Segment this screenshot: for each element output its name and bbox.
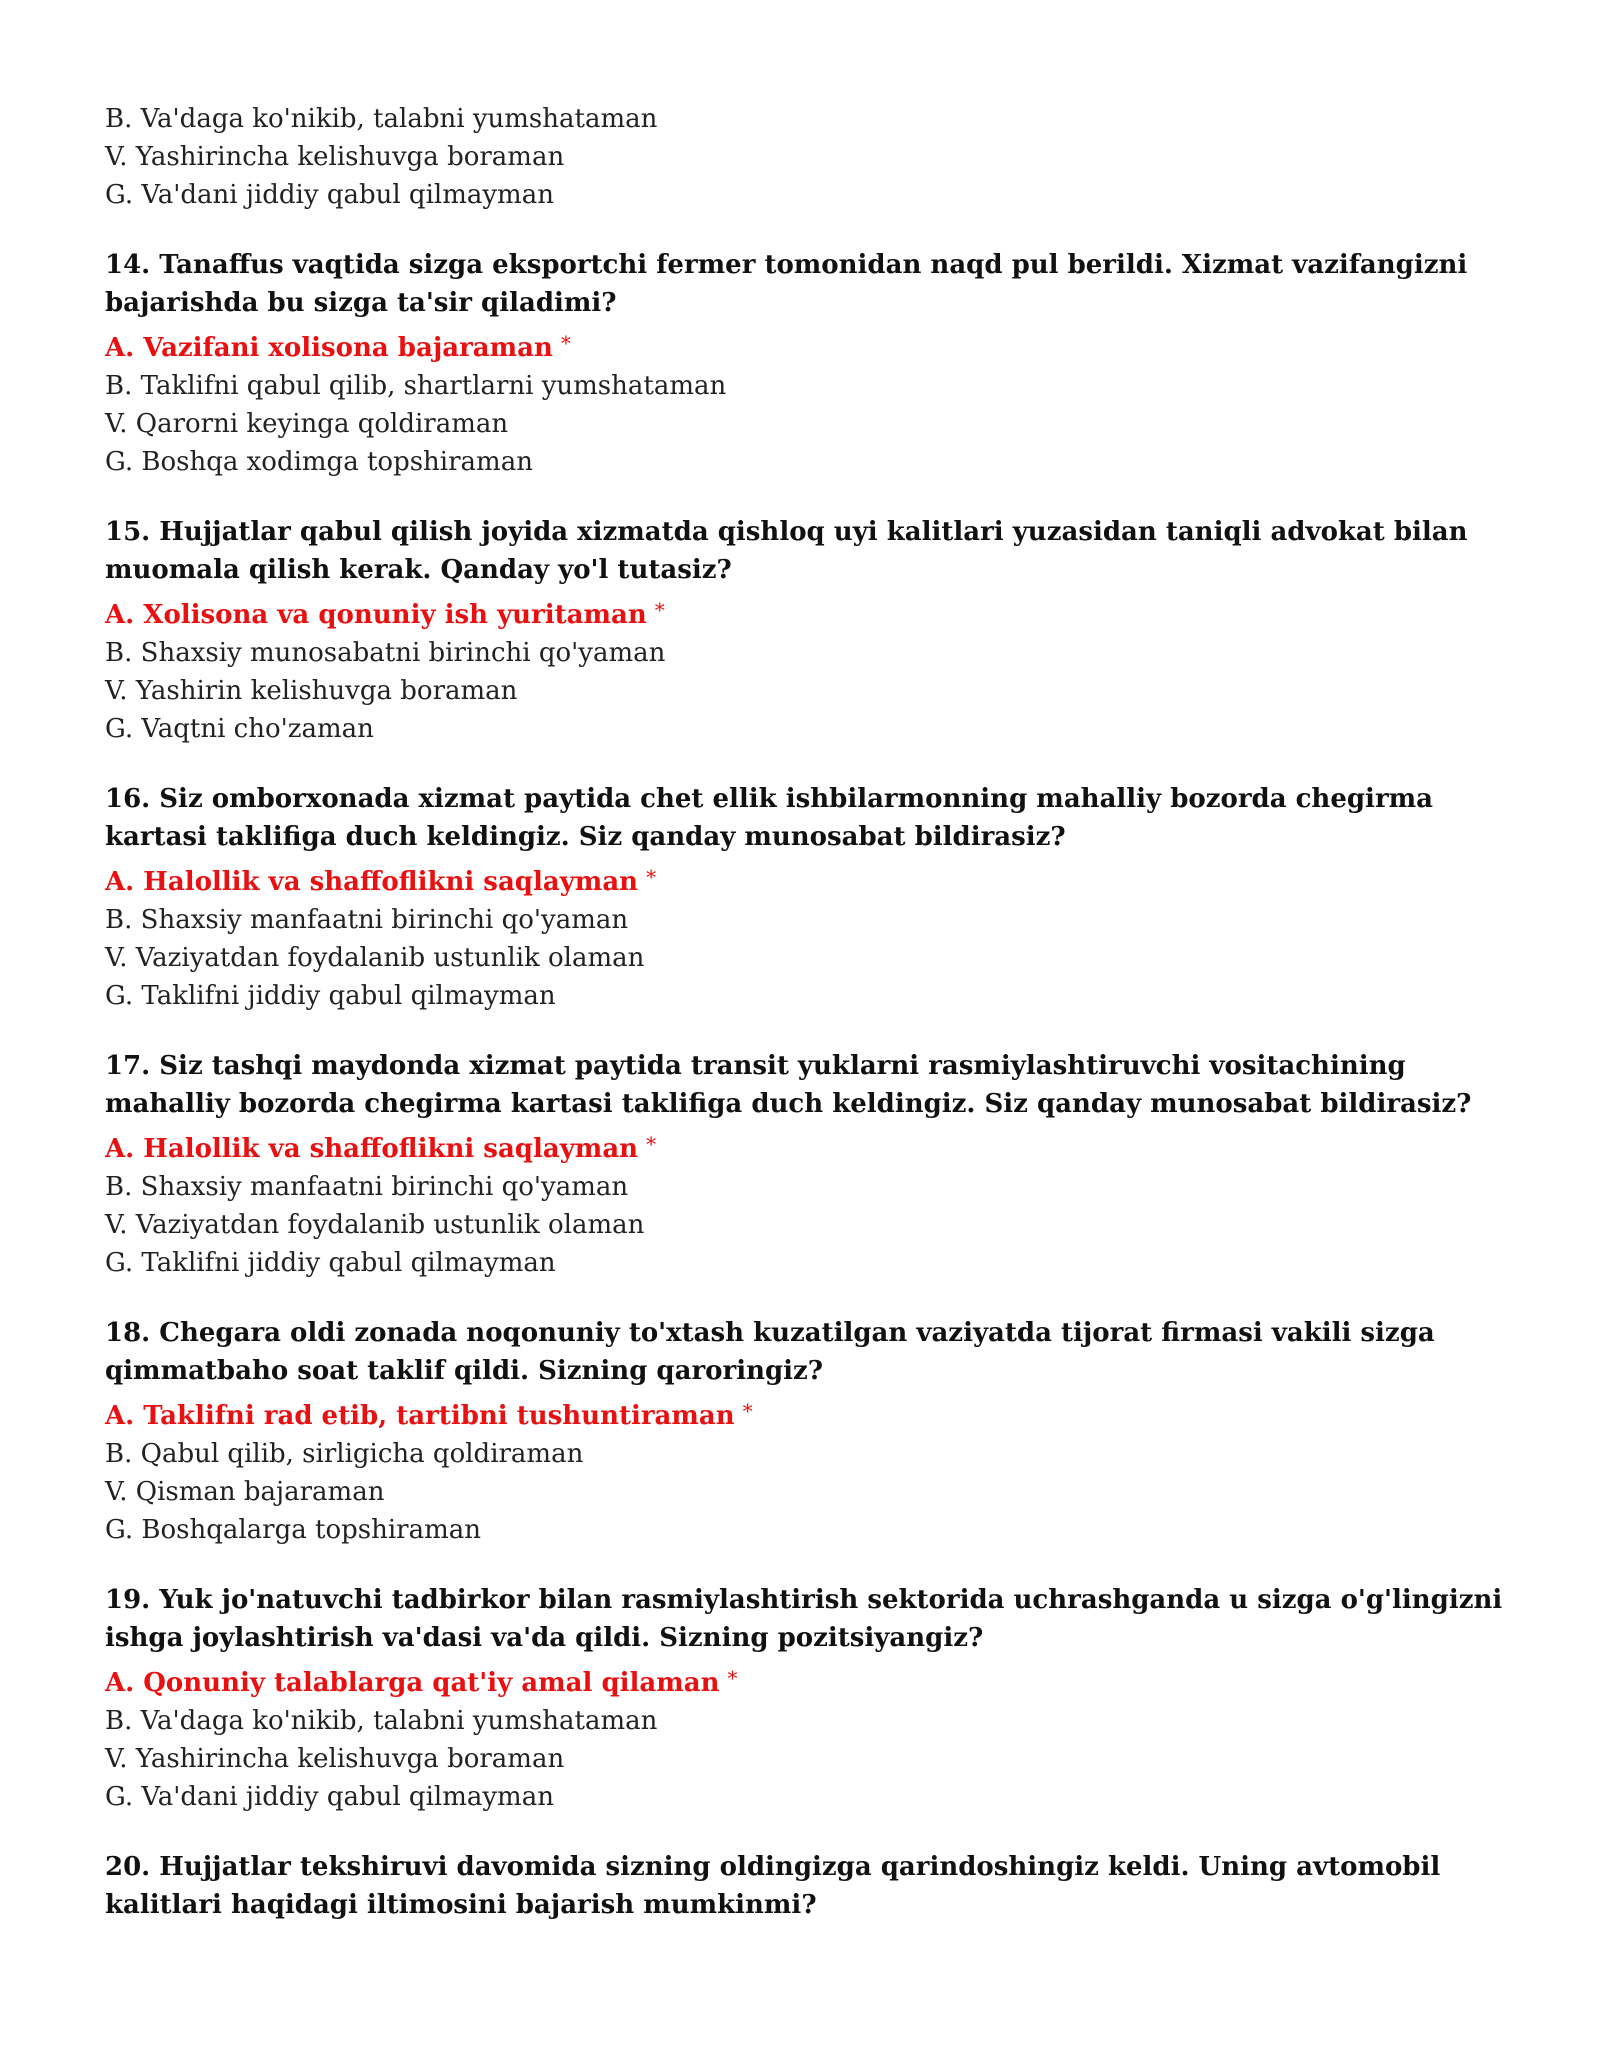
option-g: G. Boshqa xodimga topshiraman [105,447,533,477]
correct-answer [105,324,1505,367]
option-b: B. Va'daga ko'nikib, talabni yumshataman [105,104,658,134]
correct-answer-text: A. Xolisona va qonuniy ish yuritaman [105,600,647,630]
option-v: V. Yashirincha kelishuvga boraman [105,142,565,172]
option-g: G. Vaqtni cho'zaman [105,714,374,744]
option-b: B. Shaxsiy manfaatni birinchi qo'yaman [105,905,629,935]
correct-mark: * [727,1666,738,1690]
document-page [105,100,1505,1956]
option-v: V. Qarorni keyinga qoldiraman [105,409,509,439]
correct-answer [105,1125,1505,1168]
question-text: 17. Siz tashqi maydonda xizmat paytida transit yuklarni rasmiylashtiruvchi vositachining mahalliy bozorda chegirma kartasi taklifiga duch keldingiz. Siz qanday munosabat bildirasiz? [105,1051,1472,1119]
correct-answer-text: A. Vazifani xolisona bajaraman [105,333,553,363]
option-v: V. Qisman bajaraman [105,1477,385,1507]
correct-mark: * [646,1132,657,1156]
option-g: G. Taklifni jiddiy qabul qilmayman [105,1248,556,1278]
correct-answer [105,858,1505,901]
question-text: 20. Hujjatlar tekshiruvi davomida sizning oldingizga qarindoshingiz keldi. Uning avtomobil kalitlari haqidagi iltimosini bajarish mumkinmi? [105,1852,1441,1920]
question-15 [105,513,1505,748]
option-b: B. Shaxsiy manfaatni birinchi qo'yaman [105,1172,629,1202]
option-b: B. Va'daga ko'nikib, talabni yumshataman [105,1706,658,1736]
option-v: V. Vaziyatdan foydalanib ustunlik olaman [105,1210,645,1240]
question-18 [105,1314,1505,1549]
question-20 [105,1848,1505,1924]
correct-mark: * [654,598,665,622]
question-16 [105,780,1505,1015]
option-v: V. Yashirincha kelishuvga boraman [105,1744,565,1774]
correct-answer-text: A. Taklifni rad etib, tartibni tushuntiraman [105,1401,735,1431]
correct-mark: * [742,1399,753,1423]
option-b: B. Taklifni qabul qilib, shartlarni yumshataman [105,371,727,401]
question-text: 16. Siz omborxonada xizmat paytida chet ellik ishbilarmonning mahalliy bozorda chegirma kartasi taklifiga duch keldingiz. Siz qanday munosabat bildirasiz? [105,784,1433,852]
option-g: G. Va'dani jiddiy qabul qilmayman [105,180,554,210]
question-19 [105,1581,1505,1816]
correct-answer-text: A. Halollik va shaffoflikni saqlayman [105,1134,639,1164]
question-17 [105,1047,1505,1282]
question-text: 14. Tanaffus vaqtida sizga eksportchi fermer tomonidan naqd pul berildi. Xizmat vazifangizni bajarishda bu sizga ta'sir qiladimi? [105,250,1468,318]
correct-answer [105,1659,1505,1702]
question-14 [105,246,1505,481]
correct-answer-text: A. Qonuniy talablarga qat'iy amal qilaman [105,1668,720,1698]
question-text: 15. Hujjatlar qabul qilish joyida xizmatda qishloq uyi kalitlari yuzasidan taniqli advokat bilan muomala qilish kerak. Qanday yo'l tutasiz? [105,517,1468,585]
correct-answer [105,1392,1505,1435]
question-text: 18. Chegara oldi zonada noqonuniy to'xtash kuzatilgan vaziyatda tijorat firmasi vakili sizga qimmatbaho soat taklif qildi. Sizning qaroringiz? [105,1318,1435,1386]
option-v: V. Vaziyatdan foydalanib ustunlik olaman [105,943,645,973]
correct-answer [105,591,1505,634]
question-text: 19. Yuk jo'natuvchi tadbirkor bilan rasmiylashtirish sektorida uchrashganda u sizga o'g'lingizni ishga joylashtirish va'dasi va'da qildi. Sizning pozitsiyangiz? [105,1585,1503,1653]
correct-mark: * [560,331,571,355]
correct-answer-text: A. Halollik va shaffoflikni saqlayman [105,867,639,897]
option-g: G. Va'dani jiddiy qabul qilmayman [105,1782,554,1812]
option-v: V. Yashirin kelishuvga boraman [105,676,518,706]
question-13-continuation [105,100,1505,214]
option-g: G. Taklifni jiddiy qabul qilmayman [105,981,556,1011]
option-b: B. Qabul qilib, sirligicha qoldiraman [105,1439,584,1469]
correct-mark: * [646,865,657,889]
option-b: B. Shaxsiy munosabatni birinchi qo'yaman [105,638,666,668]
option-g: G. Boshqalarga topshiraman [105,1515,481,1545]
